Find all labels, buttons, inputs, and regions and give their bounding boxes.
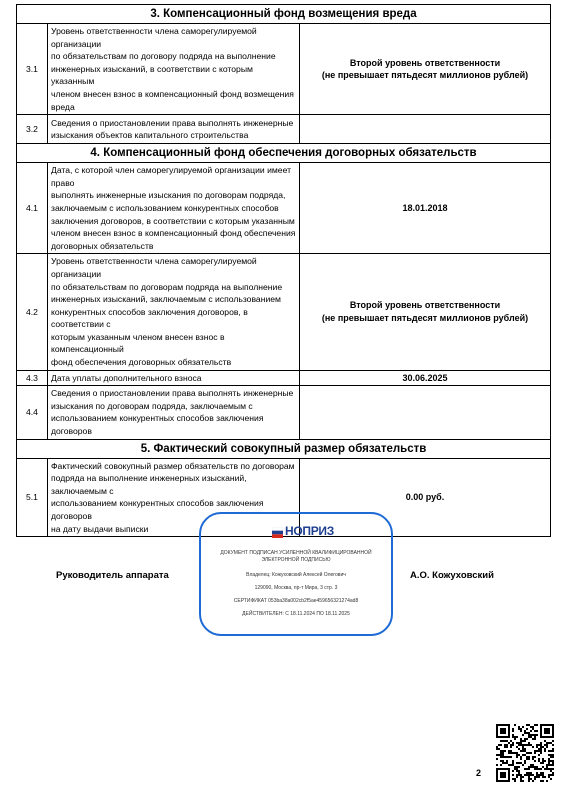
section-header-row [17, 144, 551, 163]
text-line: Уровень ответственности члена саморегулируемой организации [51, 26, 257, 49]
text-line: Второй уровень ответственности [349, 57, 501, 68]
stamp-line: ДЕЙСТВИТЕЛЕН: С 18.11.2024 ПО 18.11.2025 [242, 611, 350, 617]
text-line: Сведения о приостановлении права выполнять инженерные [51, 117, 294, 128]
membership-table [16, 4, 551, 537]
row-number: 5.1 [17, 458, 48, 537]
text-line: инженерных изысканий, заключаемым с использованием [51, 294, 281, 305]
text-line: инженерных изысканий, в соответствии с которым указанным [51, 63, 253, 87]
row-description [48, 254, 300, 370]
stamp-line: Владелец: Кожуховский Алексей Олегович [246, 572, 346, 578]
electronic-signature-stamp [199, 512, 393, 636]
row-number: 4.3 [17, 370, 48, 386]
nopriz-logo [272, 524, 334, 542]
text-line: конкурентных способов заключения договоров, в соответствии с [51, 306, 248, 330]
text-line: по обязательствам по договору подряда на выполнение [51, 51, 276, 62]
text-line: 30.06.2025 [402, 372, 448, 383]
row-number: 3.2 [17, 115, 48, 144]
text-line: Уровень ответственности члена саморегулируемой организации [51, 256, 257, 279]
row-number: 4.1 [17, 163, 48, 254]
text-line: Дата уплаты дополнительного взноса [51, 372, 202, 383]
row-value [300, 163, 551, 254]
text-line: членом внесен взнос в компенсационный фонд возмещения [51, 88, 294, 99]
row-description [48, 24, 300, 115]
text-line: договорных обязательств [51, 240, 154, 251]
row-description [48, 370, 300, 386]
text-line: вреда [51, 101, 75, 112]
text-line: изыскания объектов капитального строительства [51, 130, 249, 141]
table-row [17, 163, 551, 254]
table-row [17, 370, 551, 386]
row-value [300, 254, 551, 370]
row-value [300, 115, 551, 144]
text-line: выполнять инженерные изыскания по договорам подряда, [51, 190, 286, 201]
section-header-row [17, 5, 551, 24]
text-line: 18.01.2018 [402, 202, 448, 213]
row-description [48, 163, 300, 254]
stamp-line: ДОКУМЕНТ ПОДПИСАН УСИЛЕННОЙ КВАЛИФИЦИРОВАННОЙ [220, 550, 372, 556]
text-line: (не превышает пятьдесят миллионов рублей) [321, 312, 529, 323]
section-title: 4. Компенсационный фонд обеспечения договорных обязательств [17, 144, 551, 163]
text-line: Дата, с которой член саморегулируемой организации имеет право [51, 165, 292, 188]
flag-icon [272, 527, 283, 538]
table-row [17, 386, 551, 439]
text-line: 0.00 руб. [405, 492, 445, 503]
stamp-line: 129090, Москва, пр-т Мира, 3 стр. 3 [254, 585, 338, 591]
page-number: 2 [476, 768, 482, 778]
logo-text: НОПРИЗ [285, 524, 334, 538]
section-title: 3. Компенсационный фонд возмещения вреда [17, 5, 551, 24]
row-number: 3.1 [17, 24, 48, 115]
stamp-line: СЕРТИФИКАТ 053ba38a002cb2f5ae459656321274ad8 [233, 598, 359, 604]
row-number: 4.4 [17, 386, 48, 439]
text-line: заключения договоров, в соответствии с которым указанным [51, 215, 295, 226]
table-row [17, 254, 551, 370]
signatory-position: Руководитель аппарата [56, 570, 169, 581]
row-description [48, 386, 300, 439]
text-line: на дату выдачи выписки [51, 523, 149, 534]
text-line: Фактический совокупный размер обязательств по договорам [51, 460, 295, 471]
text-line: заключаемым с использованием конкурентных способов [51, 202, 279, 213]
text-line: подряда на выполнение инженерных изысканий, заключаемым с [51, 473, 247, 496]
row-value [300, 386, 551, 439]
qr-code-icon [496, 724, 554, 782]
signatory-name: А.О. Кожуховский [410, 570, 494, 581]
text-line: (не превышает пятьдесят миллионов рублей) [321, 70, 529, 81]
section-title: 5. Фактический совокупный размер обязательств [17, 439, 551, 458]
text-line: использованием конкурентных способов заключения договоров [51, 413, 264, 437]
text-line: Сведения о приостановлении права выполнять инженерные [51, 388, 294, 399]
text-line: по обязательствам по договорам подряда на выполнение [51, 281, 283, 292]
row-value [300, 24, 551, 115]
row-value [300, 370, 551, 386]
text-line: членом внесен взнос в компенсационный фонд обеспечения [51, 228, 296, 239]
table-row [17, 24, 551, 115]
text-line: Второй уровень ответственности [349, 300, 501, 311]
text-line: изыскания по договорам подряда, заключаемым с [51, 400, 253, 411]
row-number: 4.2 [17, 254, 48, 370]
section-header-row [17, 439, 551, 458]
row-description [48, 115, 300, 144]
text-line: использованием конкурентных способов заключения договоров [51, 498, 264, 521]
text-line: фонд обеспечения договорных обязательств [51, 357, 232, 368]
text-line: которым указанным членом внесен взнос в компенсационный [51, 331, 225, 355]
table-row [17, 115, 551, 144]
stamp-line: ЭЛЕКТРОННОЙ ПОДПИСЬЮ [261, 557, 331, 563]
